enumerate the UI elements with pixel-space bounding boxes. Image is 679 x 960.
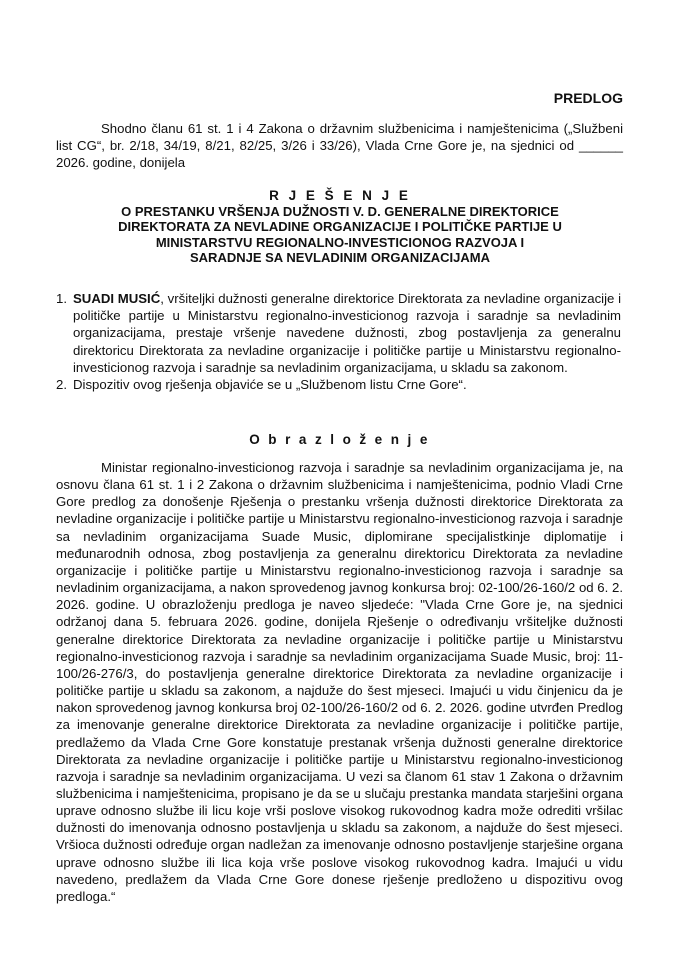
person-name: SUADI MUSIĆ	[73, 291, 161, 306]
document-label: PREDLOG	[553, 90, 623, 106]
dispositive-list	[56, 290, 621, 393]
title-word: R J E Š E N J E	[269, 188, 411, 203]
decision-title	[70, 188, 610, 266]
intro-paragraph: Shodno članu 61 st. 1 i 4 Zakona o državnim službenicima i namještenicima („Službeni list CG“, br. 2/18, 34/19, 8/21, 82/25, 3/26 i 33/26), Vlada Crne Gore je, na sjednici od ______ 2026. godine, donijela	[56, 121, 623, 170]
explanation-heading: O b r a z l o ž e n j e	[249, 432, 430, 447]
title-line: DIREKTORATA ZA NEVLADINE ORGANIZACIJE I POLITIČKE PARTIJE U	[118, 219, 562, 234]
item-number: 1.	[56, 291, 67, 306]
list-item	[56, 290, 621, 376]
title-line: MINISTARSTVU REGIONALNO-INVESTICIONOG RAZVOJA I	[155, 234, 525, 250]
item-text: , vršiteljki dužnosti generalne direktorice Direktorata za nevladine organizacije i političke partije u Ministarstvu regionalno-investicionog razvoja i saradnje sa nevladinim organizacijama, prestaje vršenje navedene dužnosti, zbog postavljenja za generalnu direktoricu Direktorata za nevladine organizacije i političke partije u Ministarstvu regionalno-investicionog razvoja i saradnje sa nevladinim organizacijama, u skladu sa zakonom.	[73, 291, 622, 375]
title-line: SARADNJE SA NEVLADINIM ORGANIZACIJAMA	[190, 250, 490, 265]
list-item	[56, 376, 621, 393]
title-line: O PRESTANKU VRŠENJA DUŽNOSTI V. D. GENERALNE DIREKTORICE	[121, 203, 559, 219]
item-number: 2.	[56, 377, 67, 393]
explanation-paragraph: Ministar regionalno-investicionog razvoja i saradnje sa nevladinim organizacijama je, na osnovu člana 61 st. 1 i 2 Zakona o državnim službenicima i namještenicima, podnio Vladi Crne Gore predlog za donošenje Rješenja o prestanku vršenja dužnosti direktorice Direktorata za nevladine organizacije i političke partije u Ministarstvu regionalno-investicionog razvoja i saradnje sa nevladinim organizacijama Suade Music, diplomirane specijalistkinje diplomatije i međunarodnih odnosa, zbog postavljenja za generalnu direktoricu Direktorata za nevladine organizacije i političke partije u Ministarstvu regionalno-investicionog razvoja i saradnje sa nevladinim organizacijama, a nakon sprovedenog javnog konkursa broj: 02-100/26-160/2 od 6. 2. 2026. godine. U obrazloženju predloga je naveo sljedeće: "Vlada Crne Gore je, na sjednici održanoj dana 5. februara 2026. godine, donijela Rješenje o određivanju vršiteljke dužnosti generalne direktorice Direktorata za nevladine organizacije i političke partije u Ministarstvu regionalno-investicionog razvoja i saradnje sa nevladinim organizacijama Suade Music, broj: 11-100/26-276/3, do postavljenja generalne direktorice Direktorata za nevladine organizacije i političke partije u skladu sa zakonom, a najduže do šest mjeseci. Imajući u vidu činjenicu da je nakon sprovedenog javnog konkursa broj 02-100/26-160/2 od 6. 2. 2026. godine utvrđen Predlog za imenovanje generalne direktorice Direktorata za nevladine organizacije i političke partije, predlažemo da Vlada Crne Gore konstatuje prestanak vršenja dužnosti generalne direktorice Direktorata za nevladine organizacije i političke partije u Ministarstvu regionalno-investicionog razvoja i saradnje sa nevladinim organizacijama. U vezi sa članom 61 stav 1 Zakona o državnim službenicima i namještenicima, propisano je da se u slučaju prestanka mandata starješini organa uprave odnosno službe ili licu koje vrši poslove visokog rukovodnog kadra može odrediti vršilac dužnosti do imenovanja odnosno postavljenja u skladu sa zakonom, a najduže do šest mjeseci. Vršioca dužnosti određuje organ nadležan za imenovanje odnosno postavljenje starješine organa uprave odnosno službe ili lica koja vrše poslove visokog rukovodnog kadra. Imajući u vidu navedeno, predlažem da Vlada Crne Gore donese rješenje predloženo u dispozitivu ovog predloga.“	[56, 460, 623, 904]
item-text: Dispozitiv ovog rješenja objaviće se u „Službenom listu Crne Gore“.	[73, 377, 467, 393]
